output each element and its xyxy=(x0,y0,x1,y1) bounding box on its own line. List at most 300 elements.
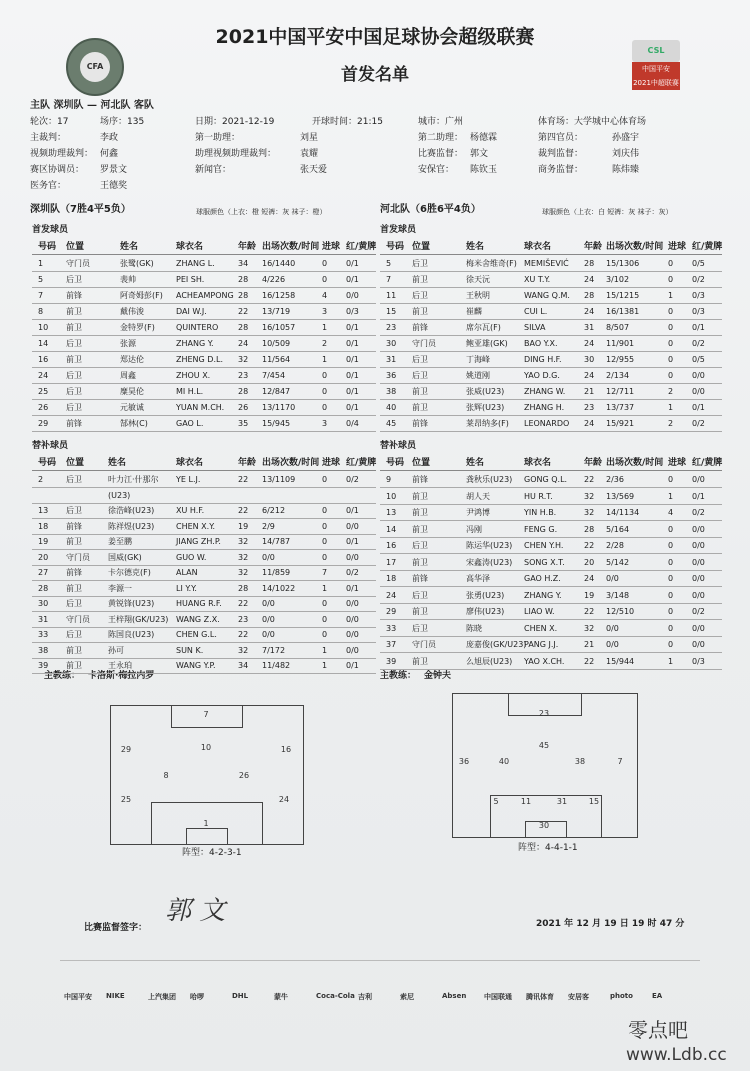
table-cell: 30 xyxy=(38,599,49,608)
table-cell: 后卫 xyxy=(66,371,82,380)
table-cell: 张鹭(GK) xyxy=(120,259,154,268)
table-cell: 21 xyxy=(584,387,595,396)
table-cell: 张辉(U23) xyxy=(466,403,505,412)
table-cell: 7/454 xyxy=(262,371,286,380)
table-cell: 30 xyxy=(584,355,595,364)
table-cell: 39 xyxy=(386,656,397,666)
column-header: 位置 xyxy=(412,458,431,468)
player-marker: 38 xyxy=(572,755,588,769)
table-cell: 0 xyxy=(668,623,674,633)
table-cell: 13/737 xyxy=(606,403,635,412)
table-row xyxy=(380,416,722,432)
table-cell: 张勇(U23) xyxy=(466,590,505,600)
table-cell: WANG Z.X. xyxy=(176,614,220,624)
player-marker: 10 xyxy=(198,741,214,755)
column-header: 红/黄牌 xyxy=(692,242,723,252)
table-cell: 守门员 xyxy=(66,259,90,268)
table-cell: 前锋 xyxy=(412,419,428,428)
table-cell: 22 xyxy=(238,475,249,484)
table-cell: 2/36 xyxy=(606,475,624,484)
official-role: 视频助理裁判： xyxy=(30,149,94,159)
table-row xyxy=(380,522,722,538)
table-row xyxy=(32,472,376,488)
official-role: 助理视频助理裁判： xyxy=(195,149,277,159)
table-cell: 12/955 xyxy=(606,355,635,364)
official-role: 比赛监督： xyxy=(418,149,464,159)
table-cell: 0 xyxy=(668,339,674,348)
table-cell: ACHEAMPONG xyxy=(176,291,234,300)
table-cell: 0 xyxy=(322,506,328,515)
table-cell: ZHANG L. xyxy=(176,259,215,268)
table-cell: 龚秋乐(U23) xyxy=(466,475,513,484)
sponsor-logo: Absen xyxy=(442,992,467,1000)
table-cell: 1 xyxy=(38,259,44,268)
table-cell: ZHENG D.L. xyxy=(176,355,223,364)
column-header: 出场次数/时间 xyxy=(606,242,664,252)
sponsor-logo: photo xyxy=(610,992,633,1000)
player-marker: 25 xyxy=(118,793,134,807)
table-cell: 0/0 xyxy=(262,599,275,608)
table-cell: 31 xyxy=(584,323,595,332)
table-cell: 0/1 xyxy=(346,387,359,396)
table-cell: 前卫 xyxy=(66,323,82,332)
table-cell: 13/1170 xyxy=(262,403,296,412)
table-cell: 15/945 xyxy=(262,419,291,428)
column-header: 年龄 xyxy=(238,458,257,468)
table-cell: 周鑫 xyxy=(120,371,136,380)
table-cell: LEONARDO xyxy=(524,419,570,428)
table-cell: 28 xyxy=(584,524,595,534)
table-cell: 24 xyxy=(238,339,249,348)
table-row xyxy=(380,384,722,400)
table-cell: 6/212 xyxy=(262,506,286,515)
table-cell: 前卫 xyxy=(66,645,82,655)
table-cell: 12/510 xyxy=(606,607,635,616)
table-cell: 后卫 xyxy=(412,291,428,300)
table-cell: YAO D.G. xyxy=(524,371,560,380)
table-cell: 王秋明 xyxy=(466,291,490,300)
table-cell: 么旭辰(U23) xyxy=(466,656,513,666)
official-name: 陈炜臻 xyxy=(612,165,640,175)
table-cell: 11/482 xyxy=(262,661,291,670)
table-cell: DING H.F. xyxy=(524,355,562,364)
official-role: 医务官： xyxy=(30,181,67,191)
table-cell: 郜林(C) xyxy=(120,419,148,428)
sponsor-logo: EA xyxy=(652,992,663,1000)
table-cell: 3/148 xyxy=(606,590,630,600)
table-cell: 0/0 xyxy=(692,371,705,380)
table-cell: 0/2 xyxy=(692,419,705,428)
table-cell: 9 xyxy=(386,475,392,484)
table-cell: 0 xyxy=(668,541,674,550)
table-row xyxy=(380,538,722,554)
table-cell: 32 xyxy=(238,552,249,562)
table-cell: 37 xyxy=(386,640,397,649)
table-cell: 1 xyxy=(322,661,328,670)
table-cell: 29 xyxy=(386,607,397,616)
table-row xyxy=(380,400,722,416)
table-cell: 31 xyxy=(38,614,49,624)
table-cell: 前卫 xyxy=(412,307,428,316)
table-row xyxy=(32,627,376,643)
table-cell: 宋鑫涛(U23) xyxy=(466,557,513,567)
player-marker: 45 xyxy=(536,739,552,753)
table-cell: 0/0 xyxy=(692,541,705,550)
column-header: 号码 xyxy=(38,242,57,252)
table-cell: 18 xyxy=(38,521,49,531)
player-marker: 36 xyxy=(456,755,472,769)
table-cell: 28 xyxy=(238,583,249,593)
table-cell: 0/4 xyxy=(346,419,359,428)
sponsor-logo: 吉利 xyxy=(358,993,372,1001)
table-cell: 前卫 xyxy=(412,557,428,567)
table-cell: 16 xyxy=(386,541,397,550)
table-cell: 黄锐锋(U23) xyxy=(108,599,155,608)
table-cell: 元敏诚 xyxy=(120,403,144,412)
table-cell: 0 xyxy=(322,275,328,284)
table-row xyxy=(380,555,722,571)
table-cell: ALAN xyxy=(176,568,198,577)
table-cell: 0 xyxy=(668,355,674,364)
table-cell: 8/507 xyxy=(606,323,630,332)
column-header: 球衣名 xyxy=(524,458,552,468)
table-cell: PEI SH. xyxy=(176,275,205,284)
sponsor-logo: 索尼 xyxy=(400,993,414,1001)
table-cell: CHEN X.Y. xyxy=(176,521,216,531)
table-row xyxy=(380,304,722,320)
table-cell: 22 xyxy=(584,475,595,484)
table-cell: 38 xyxy=(386,387,397,396)
table-cell: 39 xyxy=(38,661,49,670)
table-cell: 23 xyxy=(386,323,397,332)
table-cell: 32 xyxy=(238,645,249,655)
table-cell: 后卫 xyxy=(66,475,82,484)
supervisor-signature: 郭 文 xyxy=(165,896,226,926)
official-name: 李政 xyxy=(100,133,119,143)
table-cell: 1 xyxy=(668,291,674,300)
round: 轮次：17 xyxy=(30,117,69,127)
table-cell: 2/9 xyxy=(262,521,275,531)
table-cell: 19 xyxy=(38,537,49,546)
table-cell: YE L.J. xyxy=(176,475,201,484)
table-cell: 1 xyxy=(322,583,328,593)
table-row xyxy=(32,550,376,566)
table-cell: 45 xyxy=(386,419,397,428)
table-cell: 0 xyxy=(668,323,674,332)
official-role: 裁判监督： xyxy=(538,149,584,159)
official-name: 陈钦玉 xyxy=(470,165,498,175)
table-cell: 28 xyxy=(584,291,595,300)
table-cell: 7 xyxy=(386,275,392,284)
table-cell: 0/1 xyxy=(346,323,359,332)
table-cell: 0/0 xyxy=(262,552,275,562)
table-cell: 28 xyxy=(38,583,49,593)
table-cell: 0/1 xyxy=(346,259,359,268)
table-cell: 守门员 xyxy=(66,552,90,562)
table-cell: 前卫 xyxy=(412,275,428,284)
table-cell: 5 xyxy=(386,259,392,268)
table-cell: 0/1 xyxy=(346,275,359,284)
table-cell: 高华泽 xyxy=(466,574,490,583)
table-header-rule xyxy=(380,470,722,471)
table-cell: 3 xyxy=(322,419,328,428)
table-cell: YUAN M.CH. xyxy=(176,403,225,412)
player-marker: 29 xyxy=(118,743,134,757)
table-cell: 27 xyxy=(38,568,49,577)
column-header: 号码 xyxy=(386,242,405,252)
column-header: 进球 xyxy=(322,242,341,252)
table-cell: 后卫 xyxy=(412,259,428,268)
table-cell: 24 xyxy=(584,275,595,284)
table-cell: 11/901 xyxy=(606,339,635,348)
table-cell: LI Y.Y. xyxy=(176,583,197,593)
table-cell: 0/0 xyxy=(692,475,705,484)
table-row xyxy=(380,489,722,505)
table-cell: 0/1 xyxy=(346,506,359,515)
table-cell: 3 xyxy=(322,307,328,316)
table-cell: 5 xyxy=(38,275,44,284)
table-cell: 5/142 xyxy=(606,557,630,567)
table-row xyxy=(32,503,376,519)
venue: 体育场：大学城中心体育场 xyxy=(538,117,647,127)
table-cell: 前锋 xyxy=(66,521,82,531)
table-cell: 0 xyxy=(668,557,674,567)
table-cell: 32 xyxy=(238,568,249,577)
table-header-rule xyxy=(380,254,722,255)
column-header: 年龄 xyxy=(238,242,257,252)
table-row xyxy=(32,519,376,535)
table-row xyxy=(32,612,376,628)
column-header: 位置 xyxy=(66,458,85,468)
table-cell: 28 xyxy=(238,291,249,300)
table-cell: 32 xyxy=(238,355,249,364)
player-marker: 24 xyxy=(276,793,292,807)
table-cell: 0/0 xyxy=(262,630,275,639)
player-marker: 8 xyxy=(158,769,174,783)
table-row xyxy=(380,588,722,604)
column-header: 红/黄牌 xyxy=(692,458,723,468)
table-cell: YAO X.CH. xyxy=(524,656,565,666)
table-cell: 14 xyxy=(386,524,397,534)
table-row xyxy=(32,304,376,320)
table-cell: 阿奇姆彭(F) xyxy=(120,291,163,300)
table-cell: 后卫 xyxy=(412,541,428,550)
table-row xyxy=(32,336,376,352)
away-starters-label: 首发球员 xyxy=(380,225,417,235)
column-header: 姓名 xyxy=(466,242,485,252)
table-cell: 0/5 xyxy=(692,355,705,364)
table-row xyxy=(380,621,722,637)
table-cell: 0/2 xyxy=(346,475,359,484)
away-coach-label: 主教练： xyxy=(380,671,417,681)
table-cell: (U23) xyxy=(108,490,131,500)
table-cell: 4/226 xyxy=(262,275,286,284)
table-row xyxy=(32,320,376,336)
sponsor-divider xyxy=(60,960,700,961)
table-cell: 22 xyxy=(238,307,249,316)
table-cell: 0/0 xyxy=(606,574,619,583)
table-cell: 7 xyxy=(322,568,328,577)
official-name: 郭文 xyxy=(470,149,489,159)
table-cell: 守门员 xyxy=(412,339,436,348)
page-title: 2021中国平安中国足球协会超级联赛 xyxy=(215,26,535,48)
table-cell: HU R.T. xyxy=(524,491,553,501)
player-marker: 1 xyxy=(198,817,214,831)
table-row xyxy=(32,416,376,432)
table-cell: 国威(GK) xyxy=(108,552,142,562)
table-cell: 0/1 xyxy=(346,355,359,364)
table-cell: 0 xyxy=(668,590,674,600)
table-cell: 36 xyxy=(386,371,397,380)
table-cell: CUI L. xyxy=(524,307,548,316)
table-cell: 裴帅 xyxy=(120,275,136,284)
table-row xyxy=(32,534,376,550)
table-cell: 32 xyxy=(584,623,595,633)
column-header: 出场次数/时间 xyxy=(262,242,320,252)
table-cell: 0/0 xyxy=(346,614,359,624)
official-name: 何鑫 xyxy=(100,149,119,159)
table-cell: 22 xyxy=(238,630,249,639)
column-header: 位置 xyxy=(412,242,431,252)
match-date: 日期：2021-12-19 xyxy=(195,117,275,127)
table-row xyxy=(380,320,722,336)
table-cell: 29 xyxy=(38,419,49,428)
official-name: 孙盛宇 xyxy=(612,133,640,143)
table-cell: 前卫 xyxy=(412,508,428,517)
table-cell: GAO H.Z. xyxy=(524,574,561,583)
table-cell: 陈晓 xyxy=(466,623,482,633)
table-cell: 1 xyxy=(322,645,328,655)
table-cell: 22 xyxy=(584,656,595,666)
table-cell: 10/509 xyxy=(262,339,291,348)
table-cell: 前卫 xyxy=(66,537,82,546)
table-cell: 16/1258 xyxy=(262,291,296,300)
table-cell: 后卫 xyxy=(66,403,82,412)
table-cell: 15/1306 xyxy=(606,259,640,268)
table-cell: 孙可 xyxy=(108,645,124,655)
table-row xyxy=(380,288,722,304)
table-cell: 18 xyxy=(386,574,397,583)
official-name: 王德奖 xyxy=(100,181,128,191)
table-cell: 0/1 xyxy=(346,403,359,412)
table-cell: ZHANG H. xyxy=(524,403,565,412)
table-cell: 19 xyxy=(238,521,249,531)
player-marker: 30 xyxy=(536,819,552,833)
table-cell: 1 xyxy=(668,656,674,666)
table-cell: 0/3 xyxy=(692,291,705,300)
table-cell: 22 xyxy=(238,599,249,608)
table-row xyxy=(32,643,376,659)
table-cell: 0 xyxy=(322,259,328,268)
table-cell: 0 xyxy=(668,275,674,284)
table-cell: 0 xyxy=(322,630,328,639)
table-cell: 后卫 xyxy=(412,371,428,380)
table-row xyxy=(32,581,376,597)
official-role: 商务监督： xyxy=(538,165,584,175)
column-header: 红/黄牌 xyxy=(346,458,377,468)
sponsor-logo: Coca-Cola xyxy=(316,992,355,1000)
table-cell: 14/787 xyxy=(262,537,291,546)
teams-line: 主队 深圳队 — 河北队 客队 xyxy=(30,100,154,111)
table-cell: 10 xyxy=(38,323,49,332)
table-cell: 0/0 xyxy=(346,630,359,639)
table-cell: 0 xyxy=(668,307,674,316)
table-cell: 后卫 xyxy=(412,623,428,633)
sponsor-logo: NIKE xyxy=(106,992,125,1000)
table-cell: 后卫 xyxy=(66,506,82,515)
table-cell: 0/5 xyxy=(692,259,705,268)
signature-label: 比赛监督签字： xyxy=(84,923,148,933)
official-name: 杨德霖 xyxy=(470,133,498,143)
official-name: 刘星 xyxy=(300,133,319,143)
away-coach: 金钟夫 xyxy=(424,671,452,681)
table-cell: BAO Y.X. xyxy=(524,339,558,348)
table-cell: 0/3 xyxy=(692,656,705,666)
table-cell: 张威(U23) xyxy=(466,387,505,396)
table-cell: 28 xyxy=(584,259,595,268)
table-cell: 前锋 xyxy=(66,419,82,428)
table-cell: ZHANG Y. xyxy=(524,590,562,600)
table-cell: 0 xyxy=(322,387,328,396)
table-cell: JIANG ZH.P. xyxy=(176,537,221,546)
table-cell: 2/134 xyxy=(606,371,630,380)
official-role: 第一助理： xyxy=(195,133,241,143)
table-cell: 糜昊伦 xyxy=(120,387,144,396)
table-cell: 24 xyxy=(584,574,595,583)
sponsor-logo: 上汽集团 xyxy=(148,993,176,1001)
table-cell: 前锋 xyxy=(66,568,82,577)
table-cell: 35 xyxy=(238,419,249,428)
table-cell: 24 xyxy=(386,590,397,600)
home-team-name: 深圳队（7胜4平5负） xyxy=(30,204,131,215)
table-cell: SUN K. xyxy=(176,645,204,655)
table-cell: 24 xyxy=(38,371,49,380)
table-cell: 1 xyxy=(322,323,328,332)
table-cell: 前卫 xyxy=(412,403,428,412)
table-cell: 4 xyxy=(322,291,328,300)
table-cell: 前卫 xyxy=(66,355,82,364)
sign-datetime: 2021 年 12 月 19 日 19 时 47 分 xyxy=(536,919,685,929)
table-cell: 10 xyxy=(386,491,397,501)
table-cell: 0/1 xyxy=(692,403,705,412)
table-cell: SONG X.T. xyxy=(524,557,565,567)
table-cell: 0/0 xyxy=(692,623,705,633)
table-cell: 40 xyxy=(386,403,397,412)
table-row xyxy=(380,604,722,620)
table-cell: 14 xyxy=(38,339,49,348)
home-starters-label: 首发球员 xyxy=(32,225,69,235)
column-header: 球衣名 xyxy=(176,458,204,468)
table-cell: 13 xyxy=(386,508,397,517)
table-cell: 22 xyxy=(584,541,595,550)
table-cell: 戴伟浚 xyxy=(120,307,144,316)
page-subtitle: 首发名单 xyxy=(341,65,409,85)
table-cell: GAO L. xyxy=(176,419,204,428)
table-cell: 31 xyxy=(386,355,397,364)
table-cell: 0/1 xyxy=(346,371,359,380)
sponsor-logo: DHL xyxy=(232,992,249,1000)
column-header: 年龄 xyxy=(584,242,603,252)
official-name: 刘庆伟 xyxy=(612,149,640,159)
table-cell: 0/0 xyxy=(692,590,705,600)
table-cell: 13/719 xyxy=(262,307,291,316)
table-cell: 姜至鹏 xyxy=(108,537,132,546)
table-cell: 丁海峰 xyxy=(466,355,490,364)
game-number: 场序：135 xyxy=(100,117,145,127)
official-name: 张天爱 xyxy=(300,165,328,175)
table-cell: 0/0 xyxy=(692,557,705,567)
table-header-rule xyxy=(32,470,376,471)
